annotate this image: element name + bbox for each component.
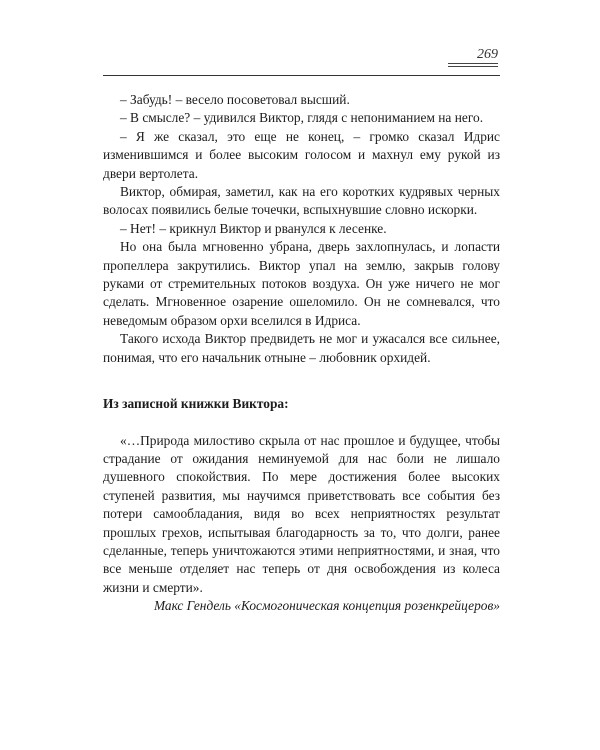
page-number-rule-top xyxy=(448,63,498,64)
text-block xyxy=(103,91,500,616)
paragraph: Такого исхода Виктор предвидеть не мог и ужасался все сильнее, понимая, что его начальник отныне – любовник орхидей. xyxy=(103,331,500,365)
header-rule xyxy=(103,75,500,76)
paragraph: – Я же сказал, это еще не конец, – громко сказал Идрис изменившимся и более высоким голосом и махнул ему рукой из двери вертолета. xyxy=(103,128,500,181)
paragraph: Но она была мгновенно убрана, дверь захлопнулась, и лопасти пропеллера закрутились. Виктор упал на землю, закрыв голову руками от стремительных потоков воздуха. Он уже ничего не мог сделать. Мгновенное озарение ошеломило. Он не сомневался, что неведомым образом орхи вселился в Идриса. xyxy=(103,239,500,328)
quote-paragraph: «…Природа милостиво скрыла от нас прошлое и будущее, чтобы страдание от ожидания неминуемой для нас боли не лишало душевного спокойствия. По мере достижения более высоких ступеней развития, мы научимся приветствовать все события без потери самообладания, видя во всех неприятностях результат прошлых грехов, испытывая благодарность за то, что долги, ранее сделанные, теперь уничтожаются этими неприятностями, и зная, что все меньше отделяет нас теперь от дня освобождения из колеса жизни и смерти». xyxy=(103,432,500,595)
paragraph: Виктор, обмирая, заметил, как на его коротких кудрявых черных волосах появились белые точечки, вспыхнувшие словно искорки. xyxy=(103,184,500,218)
page-number: 269 xyxy=(477,47,498,62)
paragraph: – Забудь! – весело посоветовал высший. xyxy=(120,92,350,107)
page-number-rule-bottom xyxy=(448,66,498,67)
section-heading: Из записной книжки Виктора: xyxy=(103,396,289,412)
quote-attribution: Макс Гендель «Космогоническая концепция розенкрейцеров» xyxy=(153,598,500,614)
paragraph: – Нет! – крикнул Виктор и рванулся к лесенке. xyxy=(120,220,387,236)
paragraph: – В смысле? – удивился Виктор, глядя с непониманием на него. xyxy=(120,110,484,126)
